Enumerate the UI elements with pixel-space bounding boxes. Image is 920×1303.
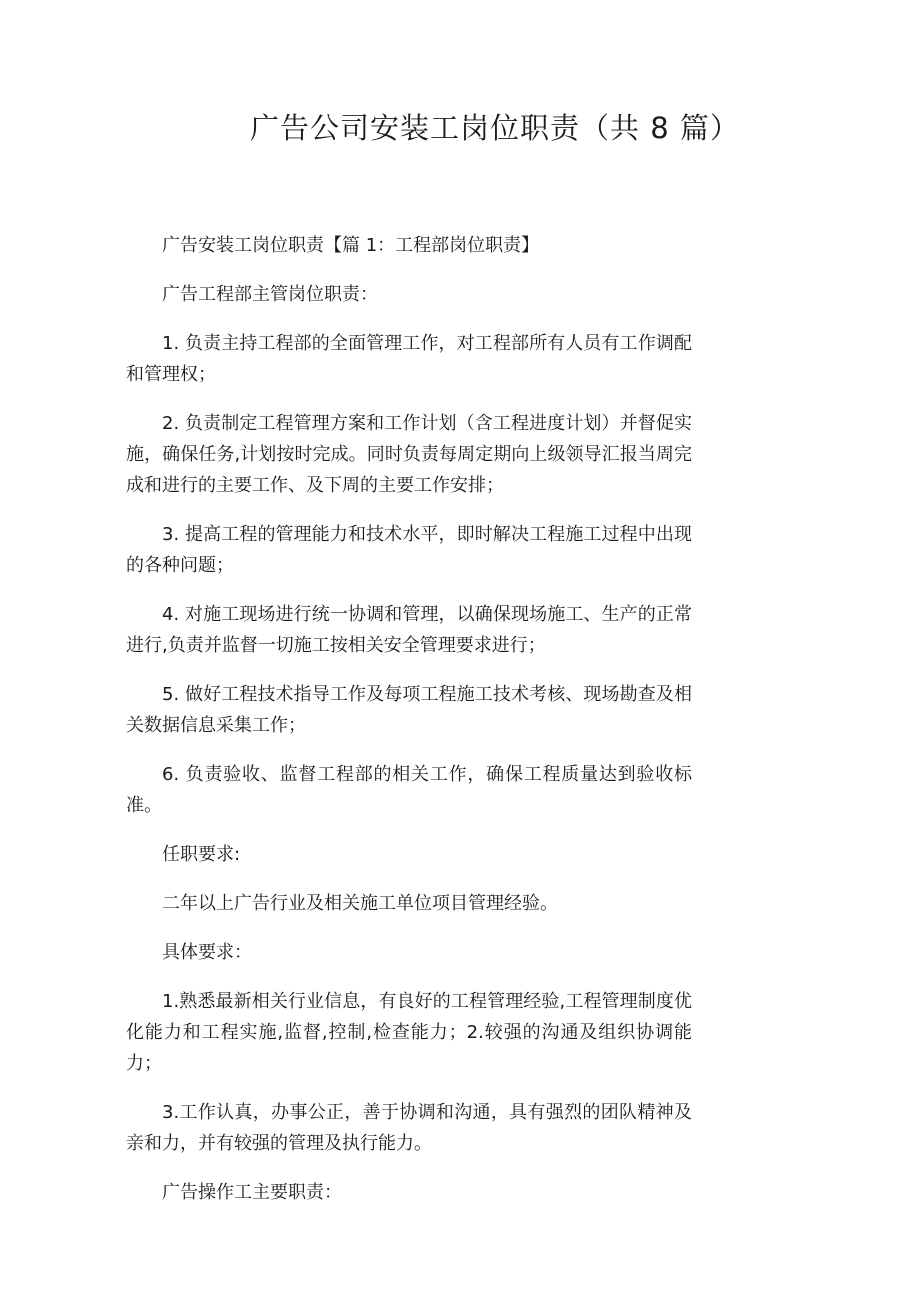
duty-item-1: 1. 负责主持工程部的全面管理工作，对工程部所有人员有工作调配和管理权； bbox=[126, 333, 692, 385]
duty-item-5: 5. 做好工程技术指导工作及每项工程施工技术考核、现场勘查及相关数据信息采集工作； bbox=[126, 684, 692, 736]
requirement-item-1-2: 1.熟悉最新相关行业信息，有良好的工程管理经验,工程管理制度优化能力和工程实施,监督,控制,检查能力；2.较强的沟通及组织协调能力； bbox=[126, 991, 692, 1074]
requirements-summary: 二年以上广告行业及相关施工单位项目管理经验。 bbox=[162, 893, 558, 914]
requirements-heading: 任职要求: bbox=[162, 844, 241, 865]
section-heading: 广告安装工岗位职责【篇 1：工程部岗位职责】 bbox=[162, 235, 540, 256]
duty-item-3: 3. 提高工程的管理能力和技术水平，即时解决工程施工过程中出现的各种问题； bbox=[126, 524, 692, 576]
document-body bbox=[126, 230, 692, 1226]
specific-requirements-heading: 具体要求： bbox=[162, 942, 252, 963]
duty-item-2: 2. 负责制定工程管理方案和工作计划（含工程进度计划）并督促实施，确保任务,计划按时完成。同时负责每周定期向上级领导汇报当周完成和进行的主要工作、及下周的主要工作安排； bbox=[126, 413, 692, 496]
duty-item-6: 6. 负责验收、监督工程部的相关工作，确保工程质量达到验收标准。 bbox=[126, 764, 692, 816]
subsection-heading: 广告工程部主管岗位职责： bbox=[162, 284, 378, 305]
duty-item-4: 4. 对施工现场进行统一协调和管理，以确保现场施工、生产的正常进行,负责并监督一切施工按相关安全管理要求进行； bbox=[126, 604, 692, 656]
document-title: 广告公司安装工岗位职责（共 8 篇） bbox=[250, 111, 740, 145]
operator-duties-heading: 广告操作工主要职责： bbox=[162, 1182, 342, 1203]
requirement-item-3: 3.工作认真，办事公正，善于协调和沟通，具有强烈的团队精神及亲和力，并有较强的管理及执行能力。 bbox=[126, 1102, 692, 1154]
